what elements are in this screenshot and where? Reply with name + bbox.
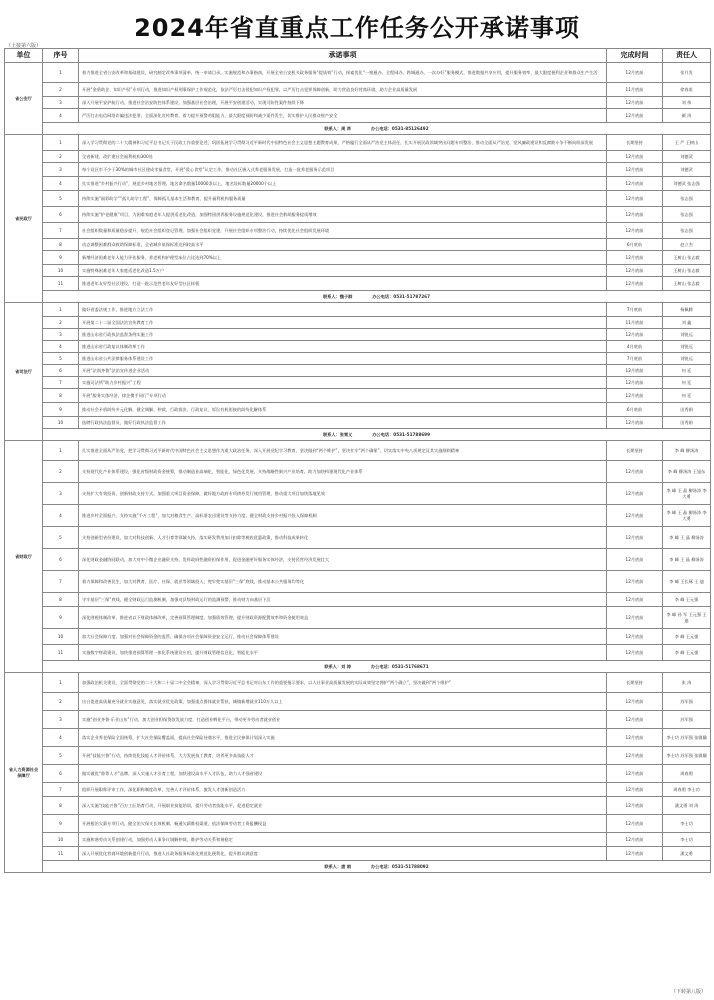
time-cell: 长期坚持 xyxy=(607,441,663,461)
item-cell: 深化财税体制改革，推进省以下财政体制改革，完善预算管理制度，加强绩效管理，提升财政资源配置效率和资金使用效益 xyxy=(79,607,607,629)
table-row xyxy=(5,377,711,389)
time-cell: 12月底前 xyxy=(607,747,663,765)
contact-phone: 办公电话：0531-51788699 xyxy=(372,431,430,437)
no-cell: 11 xyxy=(43,645,79,661)
contact-person: 联系人：张雪义 xyxy=(323,431,353,437)
time-cell: 12月底前 xyxy=(607,607,663,629)
resp-cell: 王 严 王树山 xyxy=(663,135,711,151)
item-cell: 推动社会矛盾纠纷多元化解，健全调解、仲裁、行政裁决、行政复议、诉讼有机衔接的纠纷化解体系 xyxy=(79,403,607,417)
resp-cell: 周春照 李士功 xyxy=(663,783,711,797)
table-row xyxy=(5,765,711,783)
no-cell: 9 xyxy=(43,607,79,629)
no-cell: 7 xyxy=(43,571,79,593)
item-cell: 推进山东省公共法律服务体系建设工作 xyxy=(79,353,607,365)
resp-cell: 李士功 苏军强 张骐骥 xyxy=(663,747,711,765)
resp-cell: 刘德武 张志强 xyxy=(663,177,711,191)
no-cell: 11 xyxy=(43,847,79,861)
resp-cell: 张志强 xyxy=(663,191,711,207)
resp-cell: 赵立杰 xyxy=(663,239,711,251)
item-cell: 新增经济困难老年人能力评估服务，养老机构护理型床位占比达到70%以上 xyxy=(79,251,607,265)
item-cell: 做实做优“鲁粤人才”品牌，深入实施人才引育工程，加快建设高水平人才队伍，助力人才强省建设 xyxy=(79,765,607,783)
item-cell: 开展第二十二届全国法治宣传教育工作 xyxy=(79,317,607,329)
time-cell: 6月底前 xyxy=(607,239,663,251)
no-cell: 2 xyxy=(43,461,79,483)
item-cell: 推进山东省行政复议体制改革工作 xyxy=(79,341,607,353)
table-row xyxy=(5,673,711,693)
resp-cell: 刘德武 xyxy=(663,163,711,177)
time-cell: 12月底前 xyxy=(607,797,663,815)
item-cell: 全省新建、改扩建社会福利机构300处 xyxy=(79,151,607,163)
table-row xyxy=(5,607,711,629)
resp-cell: 李 峰 王元强 xyxy=(663,629,711,645)
resp-cell: 刘锐远 xyxy=(663,341,711,353)
no-cell: 4 xyxy=(43,505,79,527)
no-cell: 8 xyxy=(43,797,79,815)
no-cell: 4 xyxy=(43,341,79,353)
item-cell: 深入学习贯彻党的二十大精神和习近平总书记关于民政工作重要论述，巩固拓展学习贯彻习近平新时代中国特色社会主义思想主题教育成果，严格履行全面从严治党主体责任，扎实开展民政领域突出问题专项整治，推动全面从严治党、党风廉政建设和反腐败斗争不断向纵深发展 xyxy=(79,135,607,151)
no-cell: 7 xyxy=(43,783,79,797)
no-cell: 5 xyxy=(43,353,79,365)
no-cell: 3 xyxy=(43,97,79,109)
resp-cell: 刘锐远 xyxy=(663,329,711,341)
item-cell: 持续实施“福彩助学”“孤儿助学工程”，保障孤儿基本生活和教育，提升福利机构服务质量 xyxy=(79,191,607,207)
contact-row xyxy=(5,123,711,135)
item-cell: 选聘行政执法监督员，做好行政执法监督工作 xyxy=(79,417,607,429)
header-no: 序号 xyxy=(43,49,79,63)
table-row xyxy=(5,223,711,239)
item-cell: 开展“技能兴鲁”行动，持续优化技能人才评价体系，大力发展技工教育，培养更多高技能人才 xyxy=(79,747,607,765)
item-cell: 深入开展平安护航行动，推进社会治安防控体系建设，加强基层社会治理，开展平安创建活动，实现可防性案件持续下降 xyxy=(79,97,607,109)
item-cell: 开展“法润齐鲁”法治宣传进企业活动 xyxy=(79,365,607,377)
table-row xyxy=(5,815,711,833)
no-cell: 4 xyxy=(43,109,79,123)
contact-phone: 办公电话：0531-51788092 xyxy=(370,863,429,869)
resp-cell: 李 峰 王 晶 柳汤涛 xyxy=(663,549,711,571)
item-cell: 推进山东省行政执法监督条例实施工作 xyxy=(79,329,607,341)
time-cell: 12月底前 xyxy=(607,417,663,429)
time-cell: 12月底前 xyxy=(607,847,663,861)
resp-cell: 何 廷 xyxy=(663,389,711,403)
table-row xyxy=(5,151,711,163)
item-cell: 实施“创业齐鲁·乐业山东”行动，加大创业担保贷款发放力度，打造创业孵化平台，带动更多劳动者就业创业 xyxy=(79,711,607,729)
resp-cell: 李 峰 王 晶 柳汤涛 李大勇 xyxy=(663,505,711,527)
table-row xyxy=(5,505,711,527)
item-cell: 支持扩大有效投资，创新财政支持方式，加强重大项目资金保障，做好地方政府专项债券发行使用管理，推动重大项目加快落地见效 xyxy=(79,483,607,505)
item-cell: 组织开展职称评审工作，深化职称制度改革，完善人才评价体系，激发人才创新创造活力 xyxy=(79,783,607,797)
resp-cell: 刘锐远 xyxy=(663,353,711,365)
resp-cell: 潘文勇 刘 涛 xyxy=(663,797,711,815)
resp-cell: 苏军强 xyxy=(663,711,711,729)
table-row xyxy=(5,135,711,151)
item-cell: 着力推进全省公安改革和基础建设，研究制定改革事项清单，统一申请目录，实施规范和办事指南，开展全省公安机关政务服务“提质效”行动，探索优化“一窗通办、全程网办、跨城通办、一次办好”服务模式，推进数据共享应用，提升服务效率，最大限度便利企业和群众生产生活 xyxy=(79,63,607,83)
resp-cell: 张志强 xyxy=(663,207,711,223)
time-cell: 12月底前 xyxy=(607,329,663,341)
contact-person: 联系人：唐 娟 xyxy=(324,863,351,869)
item-cell: 开展“金盾助企、知识产权”专项行动，推进知识产权刑事保护工作规范化，依法严厉打击侵犯知识产权犯罪，以严厉打击犯罪保障创新，助力营造良好营商环境，助力企业高质量发展 xyxy=(79,83,607,97)
time-cell: 12月底前 xyxy=(607,63,663,83)
contact-cell xyxy=(43,861,711,873)
table-row xyxy=(5,317,711,329)
time-cell: 12月底前 xyxy=(607,645,663,661)
table-row xyxy=(5,63,711,83)
table-row xyxy=(5,593,711,607)
table-row xyxy=(5,177,711,191)
resp-cell: 李士功 xyxy=(663,815,711,833)
no-cell: 3 xyxy=(43,163,79,177)
no-cell: 6 xyxy=(43,549,79,571)
table-row xyxy=(5,747,711,765)
no-cell: 2 xyxy=(43,83,79,97)
table-row xyxy=(5,461,711,483)
resp-cell: 李 峰 柳汤涛 王旭东 xyxy=(663,461,711,483)
item-cell: 实施特殊困难老年人家庭适老化改造1.5万户 xyxy=(79,265,607,277)
contact-person: 联系人：刘 涛 xyxy=(324,663,351,669)
continued-to-note: （下转第八版） xyxy=(670,989,706,995)
table-row xyxy=(5,163,711,177)
no-cell: 2 xyxy=(43,317,79,329)
item-cell: 推进老年友好型社区建设，打造一批示范性老年友好型社区样板 xyxy=(79,277,607,291)
contact-row xyxy=(5,429,711,441)
time-cell: 7月底前 xyxy=(607,353,663,365)
contact-cell xyxy=(43,661,711,673)
no-cell: 5 xyxy=(43,191,79,207)
item-cell: 扎实推进全面从严治党，把学习贯彻习近平新时代中国特色社会主义思想作为重大政治任务，深入开展党纪学习教育，坚决做到“两个维护”，坚决扛牢“两个确保”，切实落实中央八项规定及其实施细则精神 xyxy=(79,441,607,461)
item-cell: 扎实推进“乡村振兴行动”，规范乡村地名管理，地名命名数量10000条以上，地名设标数量20000个以上 xyxy=(79,177,607,191)
item-cell: 开展根治欠薪专项行动，健全治欠保支长效机制，畅通欠薪维权渠道，依法保障劳动者工资报酬权益 xyxy=(79,815,607,833)
time-cell: 长期坚持 xyxy=(607,135,663,151)
no-cell: 5 xyxy=(43,527,79,549)
no-cell: 6 xyxy=(43,207,79,223)
resp-cell: 张月发 xyxy=(663,63,711,83)
table-row xyxy=(5,417,711,429)
contact-cell xyxy=(43,429,711,441)
resp-cell: 苏军强 xyxy=(663,693,711,711)
no-cell: 3 xyxy=(43,329,79,341)
table-row xyxy=(5,97,711,109)
no-cell: 10 xyxy=(43,629,79,645)
table-row xyxy=(5,109,711,123)
no-cell: 10 xyxy=(43,417,79,429)
table-row xyxy=(5,729,711,747)
time-cell: 12月底前 xyxy=(607,711,663,729)
unit-cell: 省财政厅 xyxy=(5,441,43,673)
no-cell: 5 xyxy=(43,747,79,765)
resp-cell: 刘 伟 xyxy=(663,97,711,109)
table-row xyxy=(5,403,711,417)
table-row xyxy=(5,353,711,365)
time-cell: 12月底前 xyxy=(607,549,663,571)
item-cell: 实施司法所“助力乡村振兴”工程 xyxy=(79,377,607,389)
table-row xyxy=(5,645,711,661)
header-time: 完成时间 xyxy=(607,49,663,63)
no-cell: 1 xyxy=(43,441,79,461)
resp-cell: 张 涛 xyxy=(663,673,711,693)
time-cell: 12月底前 xyxy=(607,163,663,177)
no-cell: 8 xyxy=(43,239,79,251)
resp-cell: 张志强 xyxy=(663,223,711,239)
table-row xyxy=(5,571,711,593)
header-unit: 单位 xyxy=(5,49,43,63)
time-cell: 12月底前 xyxy=(607,177,663,191)
time-cell: 12月底前 xyxy=(607,571,663,593)
table-row xyxy=(5,389,711,403)
no-cell: 10 xyxy=(43,833,79,847)
table-row xyxy=(5,251,711,265)
item-cell: 每个设区市不少于30%的城市社区建成幸福食堂，开展“爱心食堂”认定工作，推动社区嵌入式养老服务发展，打造一批养老服务示范项目 xyxy=(79,163,607,177)
table-row xyxy=(5,239,711,251)
resp-cell: 田秀娟 xyxy=(663,403,711,417)
unit-cell: 省公安厅 xyxy=(5,63,43,135)
item-cell: 持续实施“护老健康”项目，为困难家庭老年人提供适老化改造，加强特困供养服务设施规范化建设，推进社会救助服务提质增效 xyxy=(79,207,607,223)
table-row xyxy=(5,303,711,317)
table-row xyxy=(5,83,711,97)
no-cell: 1 xyxy=(43,673,79,693)
continued-from-note: （上接第六版） xyxy=(6,43,42,49)
item-cell: 落实企业养老保险全国统筹，扩大社会保险覆盖面，提高社会保险待遇水平，推进全民参保计划深入实施 xyxy=(79,729,607,747)
page-title: 2024年省直重点工作任务公开承诺事项 xyxy=(134,14,580,42)
resp-cell: 李 峰 王 晶 柳汤涛 李大勇 xyxy=(663,483,711,505)
time-cell: 12月底前 xyxy=(607,191,663,207)
table-row xyxy=(5,833,711,847)
resp-cell: 李 峰 王长琢 王 迪 xyxy=(663,571,711,593)
table-row xyxy=(5,207,711,223)
unit-cell: 省司法厅 xyxy=(5,303,43,441)
time-cell: 12月底前 xyxy=(607,207,663,223)
contact-row xyxy=(5,291,711,303)
no-cell: 2 xyxy=(43,693,79,711)
contact-cell xyxy=(43,291,711,303)
table-row xyxy=(5,191,711,207)
time-cell: 12月底前 xyxy=(607,365,663,377)
time-cell: 4月底前 xyxy=(607,341,663,353)
no-cell: 9 xyxy=(43,815,79,833)
resp-cell: 王树山 张志毅 xyxy=(663,251,711,265)
resp-cell: 潘文勇 xyxy=(663,847,711,861)
no-cell: 6 xyxy=(43,365,79,377)
table-row xyxy=(5,629,711,645)
resp-cell: 李 峰 王元强 xyxy=(663,645,711,661)
resp-cell: 李 峰 柳汤涛 xyxy=(663,441,711,461)
time-cell: 12月底前 xyxy=(607,815,663,833)
time-cell: 12月底前 xyxy=(607,265,663,277)
table-row xyxy=(5,693,711,711)
no-cell: 9 xyxy=(43,403,79,417)
item-cell: 加大社会保障力度，加强对社会保障资金的监管，确保各项社会保障资金安全运行，推动社会保障体系建设 xyxy=(79,629,607,645)
item-cell: 守牢基层“三保”底线，健全财政运行监测机制，加强对县级财政运行的监测预警，推动财力向基层下沉 xyxy=(79,593,607,607)
item-cell: 深化财政金融协同联动，加大对中小微企业融资支持，发挥政府性融资担保作用，促进金融更好服务实体经济，支持民营经济发展壮大 xyxy=(79,549,607,571)
resp-cell: 杨佩腾 xyxy=(663,303,711,317)
no-cell: 10 xyxy=(43,265,79,277)
table-row xyxy=(5,783,711,797)
item-cell: 深入开展优化营商环境创新提升行动，推进人社政务服务标准化规范化便利化，提升群众满意度 xyxy=(79,847,607,861)
resp-cell: 李士功 xyxy=(663,833,711,847)
no-cell: 11 xyxy=(43,277,79,291)
resp-cell: 刘 鑫 xyxy=(663,317,711,329)
header-resp: 责任人 xyxy=(663,49,711,63)
no-cell: 1 xyxy=(43,135,79,151)
unit-cell: 省人力资源社会保障厅 xyxy=(5,673,43,873)
table-row xyxy=(5,711,711,729)
time-cell: 12月底前 xyxy=(607,527,663,549)
contact-phone: 办公电话：0531-51768671 xyxy=(370,663,429,669)
contact-person: 联系人：周 昂 xyxy=(324,125,351,131)
no-cell: 3 xyxy=(43,483,79,505)
time-cell: 12月底前 xyxy=(607,729,663,747)
item-cell: 实施和谐劳动关系创建行动，加强劳动人事争议调解仲裁，维护劳动关系和谐稳定 xyxy=(79,833,607,847)
item-cell: 实施数字财政建设，加快推进预算管理一体化系统建设应用，提升财政管理信息化、智能化水平 xyxy=(79,645,607,661)
resp-cell: 何 廷 xyxy=(663,365,711,377)
item-cell: 开展“服务实体经济，律企携手同行”专项行动 xyxy=(79,389,607,403)
item-cell: 着力保障和改善民生，加大对教育、医疗、社保、就业等领域投入，兜牢兜实基层“三保”底线，推动基本公共服务均等化 xyxy=(79,571,607,593)
no-cell: 4 xyxy=(43,177,79,191)
time-cell: 12月底前 xyxy=(607,461,663,483)
time-cell: 12月底前 xyxy=(607,223,663,239)
table-row xyxy=(5,277,711,291)
contact-row xyxy=(5,661,711,673)
table-row xyxy=(5,329,711,341)
no-cell: 8 xyxy=(43,389,79,403)
item-cell: 支持创新型省份建设，加大对科技创新、人才引育等领域支持，落实研发费用加计扣除等税收优惠政策，推动科技成果转化 xyxy=(79,527,607,549)
no-cell: 7 xyxy=(43,377,79,389)
time-cell: 12月底前 xyxy=(607,151,663,163)
no-cell: 1 xyxy=(43,63,79,83)
resp-cell: 王树山 张志毅 xyxy=(663,277,711,291)
contact-person: 联系人：魏子群 xyxy=(323,293,353,299)
commitments-table xyxy=(4,48,711,873)
table-header-row xyxy=(5,49,711,63)
table-row xyxy=(5,527,711,549)
time-cell: 12月底前 xyxy=(607,593,663,607)
item-cell: 严厉打击电信网络诈骗违法犯罪，全面深化宣传教育，着力提升预警劝阻能力，最大限度预防和减少案件发生，切实维护人民群众财产安全 xyxy=(79,109,607,123)
item-cell: 动态调整困难群众救助保障标准，全省城乡低保标准达到较高水平 xyxy=(79,239,607,251)
item-cell: 社会组织数量和质量稳步提升，规范社会组织登记管理，加强社会组织党建，开展社会组织专项整治行动，持续优化社会组织发展环境 xyxy=(79,223,607,239)
table-row xyxy=(5,483,711,505)
table-row xyxy=(5,365,711,377)
no-cell: 8 xyxy=(43,593,79,607)
time-cell: 11月底前 xyxy=(607,83,663,97)
no-cell: 4 xyxy=(43,729,79,747)
unit-cell: 省民政厅 xyxy=(5,135,43,303)
resp-cell: 周春照 xyxy=(663,765,711,783)
contact-row xyxy=(5,861,711,873)
item-cell: 出台促进高质量充分就业实施意见，落实就业优先政策，加强重点群体就业帮扶，城镇新增就业110万人以上 xyxy=(79,693,607,711)
time-cell: 12月底前 xyxy=(607,251,663,265)
no-cell: 9 xyxy=(43,251,79,265)
resp-cell: 李士功 苏军强 张骐骥 xyxy=(663,729,711,747)
item-cell: 做好省委法规工作，推进地方立法工作 xyxy=(79,303,607,317)
time-cell: 12月底前 xyxy=(607,109,663,123)
item-cell: 推进乡村全面振兴，支持实施“千万工程”，加大对粮食生产、高标准农田建设等支持力度，健全财政支持乡村振兴投入保障机制 xyxy=(79,505,607,527)
resp-cell: 颜 涛 xyxy=(663,109,711,123)
resp-cell: 李 峰 王元强 xyxy=(663,593,711,607)
table-row xyxy=(5,441,711,461)
item-cell: 深入实施“技能兴鲁”百万工匠培育行动，开展职业技能培训，提升劳动者技能水平，促进稳定就业 xyxy=(79,797,607,815)
time-cell: 长期坚持 xyxy=(607,673,663,693)
item-cell: 支持现代化产业体系建设，强化省级财政资金统筹，推动制造业高端化、智能化、绿色化发展，支持战略性新兴产业培育，助力加快构建现代化产业体系 xyxy=(79,461,607,483)
table-row xyxy=(5,847,711,861)
contact-cell xyxy=(43,123,711,135)
no-cell: 1 xyxy=(43,303,79,317)
time-cell: 12月底前 xyxy=(607,483,663,505)
resp-cell: 徐春甫 xyxy=(663,83,711,97)
resp-cell: 李 峰 王 晶 柳汤涛 xyxy=(663,527,711,549)
table-row xyxy=(5,549,711,571)
no-cell: 3 xyxy=(43,711,79,729)
no-cell: 6 xyxy=(43,765,79,783)
no-cell: 7 xyxy=(43,223,79,239)
time-cell: 12月底前 xyxy=(607,783,663,797)
time-cell: 12月底前 xyxy=(607,97,663,109)
no-cell: 2 xyxy=(43,151,79,163)
time-cell: 12月底前 xyxy=(607,505,663,527)
time-cell: 12月底前 xyxy=(607,833,663,847)
resp-cell: 李 峰 孙 军 王元强 王 迪 xyxy=(663,607,711,629)
header-item: 承诺事项 xyxy=(79,49,607,63)
item-cell: 加强政治机关建设，全面贯彻党的二十大和二十届二中全会精神，深入学习贯彻习近平总书记对山东工作的重要指示要求，以人社事业高质量发展的实际成效坚定拥护“两个确立”，坚决做到“两个维护” xyxy=(79,673,607,693)
time-cell: 12月底前 xyxy=(607,765,663,783)
time-cell: 11月底前 xyxy=(607,317,663,329)
time-cell: 7月底前 xyxy=(607,303,663,317)
contact-phone: 办公电话：0531-51787267 xyxy=(372,293,430,299)
table-row xyxy=(5,265,711,277)
time-cell: 12月底前 xyxy=(607,629,663,645)
time-cell: 12月底前 xyxy=(607,389,663,403)
table-row xyxy=(5,797,711,815)
contact-phone: 办公电话：0531-85126492 xyxy=(370,125,429,131)
table-row xyxy=(5,341,711,353)
time-cell: 12月底前 xyxy=(607,277,663,291)
time-cell: 12月底前 xyxy=(607,693,663,711)
resp-cell: 王树山 张志毅 xyxy=(663,265,711,277)
resp-cell: 何 廷 xyxy=(663,377,711,389)
time-cell: 6月底前 xyxy=(607,403,663,417)
resp-cell: 刘德武 xyxy=(663,151,711,163)
resp-cell: 田秀娟 xyxy=(663,417,711,429)
time-cell: 12月底前 xyxy=(607,377,663,389)
